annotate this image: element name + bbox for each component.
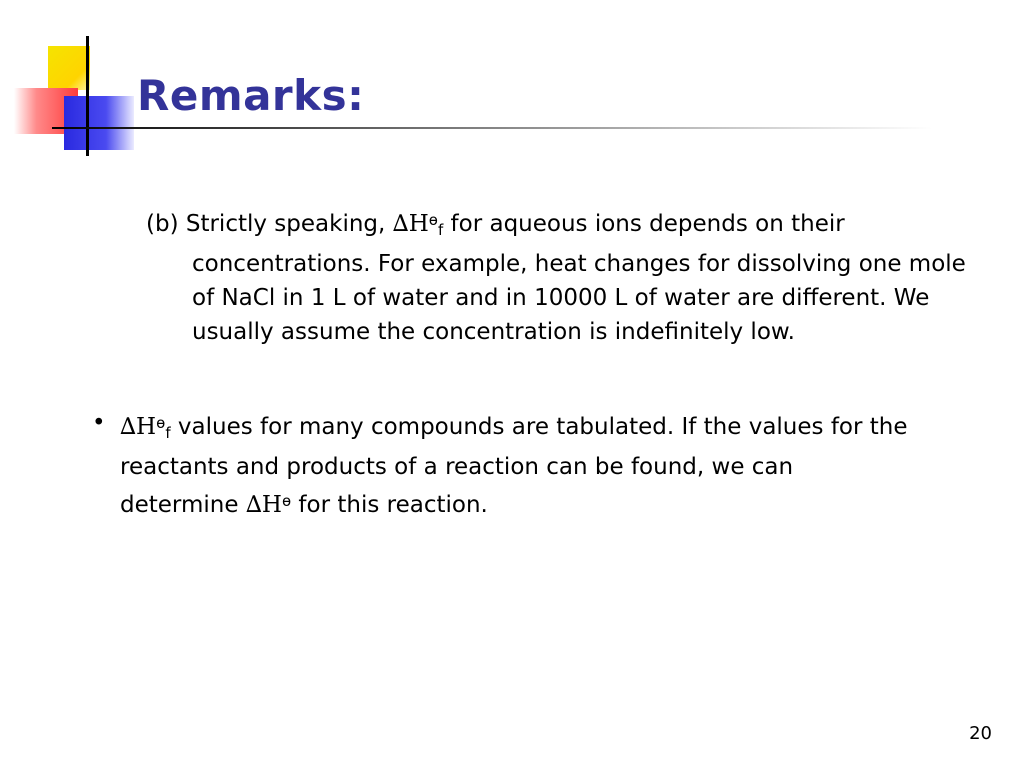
remark-b-standard-symbol: ө	[428, 211, 438, 229]
remark-b-paragraph	[146, 203, 982, 349]
bullet-subscript-f: f	[165, 424, 171, 442]
remark-b-subscript-f: f	[437, 221, 444, 239]
bullet-standard-symbol-2: ө	[281, 492, 292, 510]
bullet-marker: •	[92, 410, 106, 436]
bullet-text-part-2: for this reaction.	[291, 492, 488, 518]
bullet-item	[92, 406, 912, 522]
bullet-standard-symbol: ө	[156, 414, 166, 432]
bullet-text	[120, 406, 912, 522]
bullet-delta-h-symbol-2: ∆H	[245, 492, 282, 518]
blue-square-decoration	[64, 96, 134, 150]
title-underline-rule	[52, 127, 932, 129]
bullet-text-part-1: values for many compounds are tabulated. If the values for the reactants and products of a reaction can be found, we can determine	[120, 414, 908, 518]
slide-title: Remarks:	[137, 71, 365, 120]
yellow-square-decoration	[48, 46, 90, 90]
vertical-rule-decoration	[86, 36, 89, 156]
page-number: 20	[969, 723, 992, 744]
remark-b-prefix: (b) Strictly speaking,	[146, 211, 393, 237]
remark-b-text: for aqueous ions depends on their concentrations. For example, heat changes for dissolving one mole of NaCl in 1 L of water and in 10000 L of water are different. We usually assume the concentration is indefinitely low.	[192, 211, 966, 345]
remark-b-delta-h-symbol: ∆H	[392, 211, 429, 237]
bullet-delta-h-symbol: ∆H	[120, 414, 157, 440]
corner-logo-decoration	[0, 0, 150, 160]
